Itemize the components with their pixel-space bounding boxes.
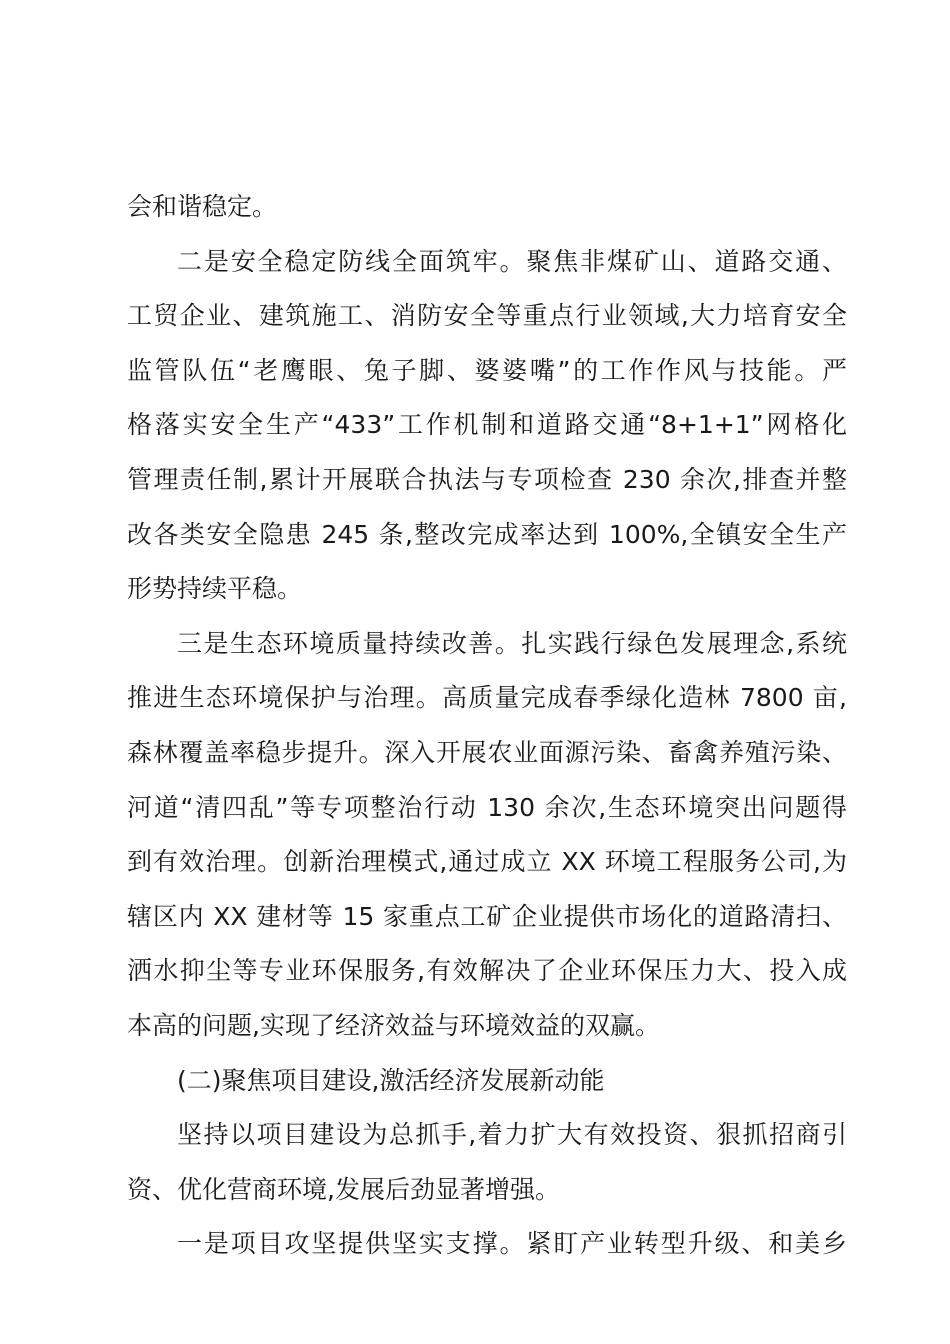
text-line: 改各类安全隐患 245 条,整改完成率达到 100%,全镇安全生产 bbox=[127, 519, 847, 549]
paragraph-first-line: 三是生态环境质量持续改善。扎实践行绿色发展理念,系统 bbox=[177, 628, 847, 658]
text-line: 森林覆盖率稳步提升。深入开展农业面源污染、畜禽养殖污染、 bbox=[127, 737, 847, 767]
paragraph-first-line: 二是安全稳定防线全面筑牢。聚焦非煤矿山、道路交通、 bbox=[177, 246, 847, 276]
text-line: 到有效治理。创新治理模式,通过成立 XX 环境工程服务公司,为 bbox=[127, 847, 847, 877]
text-line: 洒水抑尘等专业环保服务,有效解决了企业环保压力大、投入成 bbox=[127, 956, 847, 986]
section-heading: (二)聚焦项目建设,激活经济发展新动能 bbox=[177, 1065, 605, 1095]
text-line: 辖区内 XX 建材等 15 家重点工矿企业提供市场化的道路清扫、 bbox=[127, 901, 847, 931]
text-line: 河道“清四乱”等专项整治行动 130 余次,生态环境突出问题得 bbox=[127, 792, 847, 822]
paragraph-first-line: 坚持以项目建设为总抓手,着力扩大有效投资、狠抓招商引 bbox=[177, 1120, 847, 1150]
document-body bbox=[127, 180, 847, 1272]
text-line: 推进生态环境保护与治理。高质量完成春季绿化造林 7800 亩, bbox=[127, 683, 847, 713]
paragraph-first-line: 一是项目攻坚提供坚实支撑。紧盯产业转型升级、和美乡 bbox=[177, 1229, 847, 1259]
text-line: 格落实安全生产“433”工作机制和道路交通“8+1+1”网格化 bbox=[127, 410, 847, 440]
text-line: 监管队伍“老鹰眼、兔子脚、婆婆嘴”的工作作风与技能。严 bbox=[127, 355, 847, 385]
text-line: 形势持续平稳。 bbox=[127, 574, 303, 604]
text-line: 管理责任制,累计开展联合执法与专项检查 230 余次,排查并整 bbox=[127, 464, 847, 494]
text-line: 本高的问题,实现了经济效益与环境效益的双赢。 bbox=[127, 1010, 660, 1040]
text-line: 资、优化营商环境,发展后劲显著增强。 bbox=[127, 1174, 560, 1204]
text-line: 会和谐稳定。 bbox=[127, 192, 278, 221]
text-line: 工贸企业、建筑施工、消防安全等重点行业领域,大力培育安全 bbox=[127, 301, 847, 331]
